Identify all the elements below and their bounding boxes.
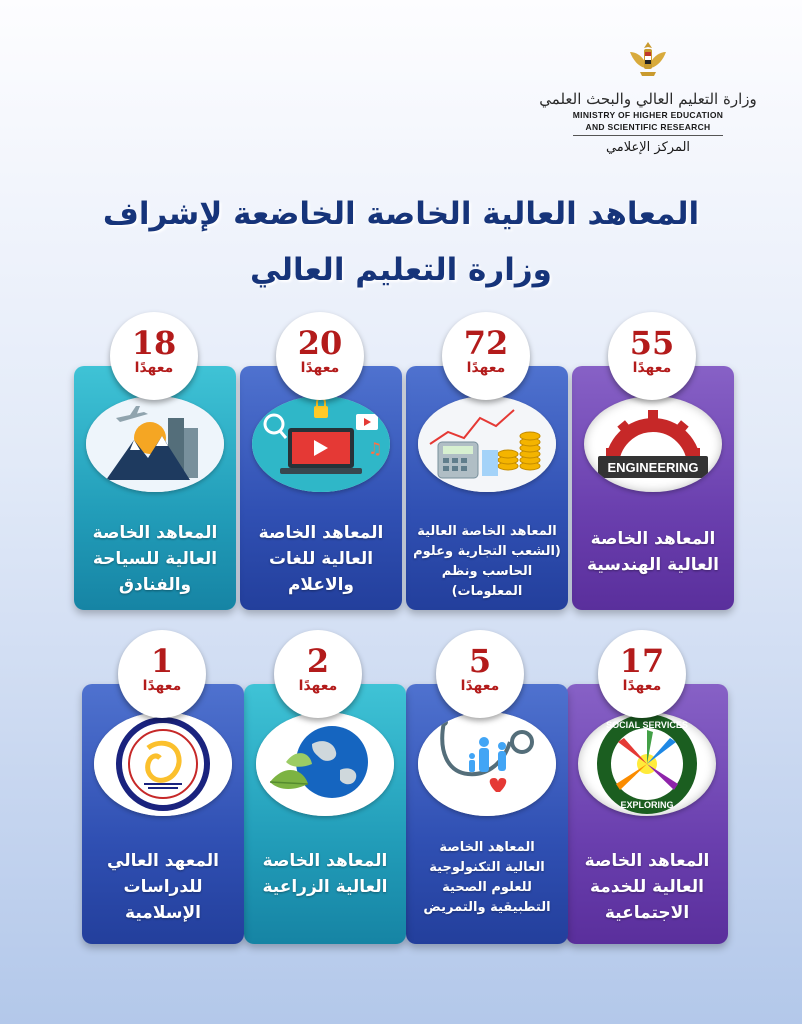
card-languages-media [240, 366, 402, 610]
ministry-header [538, 38, 758, 155]
agriculture-globe-leaves-icon [256, 712, 394, 816]
card-tourism-hotels [74, 366, 236, 610]
icon-frame [584, 396, 722, 492]
card-health-nursing [406, 684, 568, 944]
media-center-label: المركز الإعلامي [605, 140, 691, 155]
tourism-mountain-plane-icon [86, 396, 224, 492]
icon-frame [418, 396, 556, 492]
svg-text:♫: ♫ [368, 439, 383, 458]
card-label: المعاهد الخاصة العالية (الشعب التجارية وعلوم الحاسب ونظم المعلومات) [413, 524, 561, 599]
ministry-name-english-1: MINISTRY OF HIGHER EDUCATION [572, 110, 724, 120]
count-badge-islamic: 1 معهدًا [118, 630, 206, 718]
social-icon-text-top: SOCIAL SERVICES [606, 720, 688, 730]
eagle-emblem-icon [626, 38, 670, 82]
card-commerce-computing [406, 366, 568, 610]
commerce-calculator-coins-icon [418, 396, 556, 492]
ministry-name-english-2: AND SCIENTIFIC RESEARCH [585, 122, 711, 132]
card-social-services [566, 684, 728, 944]
icon-frame [578, 712, 716, 816]
count-badge-health: 5 معهدًا [436, 630, 524, 718]
media-laptop-icon [252, 396, 390, 492]
engineering-gear-icon [584, 396, 722, 492]
count-badge-languages: 20 معهدًا [276, 312, 364, 400]
social-services-hands-icon [578, 712, 716, 816]
card-label: المعاهد الخاصة العالية للسياحة والفنادق [92, 523, 218, 595]
count-badge-social: 17 معهدًا [598, 630, 686, 718]
card-label: المعاهد الخاصة العالية الهندسية [587, 529, 719, 575]
card-agriculture [244, 684, 406, 944]
engineering-icon-text: ENGINEERING [607, 460, 699, 475]
page-title-line1: المعاهد العالية الخاصة الخاضعة لإشراف [102, 196, 700, 232]
card-label: المعاهد الخاصة العالية للخدمة الاجتماعية [584, 851, 710, 923]
count-badge-agriculture: 2 معهدًا [274, 630, 362, 718]
card-label: المعاهد الخاصة العالية الزراعية [262, 851, 388, 897]
card-islamic-studies [82, 684, 244, 944]
health-stethoscope-family-icon [418, 712, 556, 816]
card-label: المعاهد الخاصة العالية التكنولوجية للعلوم الصحية التطبيقية والتمريض [423, 840, 551, 915]
page-title-line2: وزارة التعليم العالي [250, 252, 552, 288]
icon-frame [418, 712, 556, 816]
card-label: المعاهد الخاصة العالية للغات والاعلام [258, 523, 384, 595]
icon-frame [256, 712, 394, 816]
icon-frame [252, 396, 390, 492]
ministry-name-arabic: وزارة التعليم العالي والبحث العلمي [539, 90, 757, 108]
count-badge-tourism: 18 معهدًا [110, 312, 198, 400]
icon-frame [94, 712, 232, 816]
header-divider [573, 135, 723, 136]
count-badge-commerce: 72 معهدًا [442, 312, 530, 400]
card-engineering [572, 366, 734, 610]
islamic-institute-seal-icon [94, 712, 232, 816]
icon-frame [86, 396, 224, 492]
count-badge-engineering: 55 معهدًا [608, 312, 696, 400]
page-title [0, 186, 802, 298]
social-icon-text-bottom: EXPLORING [620, 800, 674, 810]
card-label: المعهد العالي للدراسات الإسلامية [107, 851, 219, 923]
